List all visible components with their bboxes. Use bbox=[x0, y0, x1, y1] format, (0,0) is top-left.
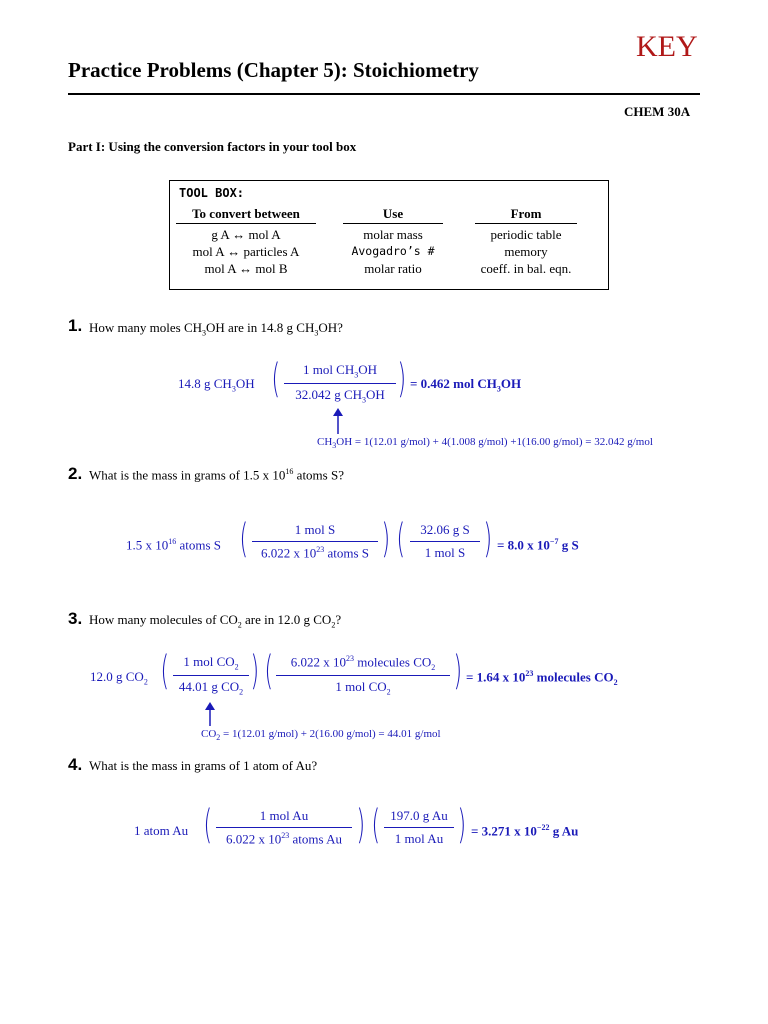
toolbox-cell: mol A ↔ particles A bbox=[192, 244, 300, 259]
conversion-factor bbox=[216, 808, 352, 847]
toolbox-cell: memory bbox=[504, 244, 548, 259]
factor-denominator: 1 mol S bbox=[424, 545, 466, 560]
given-quantity: 1.5 x $10^{16}$ atoms S bbox=[126, 537, 222, 553]
answer: = 8.0 x $10^{-7}$ g S bbox=[497, 537, 579, 553]
answer: = 0.462 mol $CH_3OH$ bbox=[410, 376, 522, 394]
right-paren: ) bbox=[457, 802, 467, 848]
toolbox-column-convert bbox=[176, 205, 316, 277]
toolbox-header: To convert between bbox=[176, 205, 316, 224]
left-paren: ( bbox=[371, 802, 381, 848]
factor-denominator: 1 mol Au bbox=[394, 831, 444, 846]
conversion-factor bbox=[173, 654, 249, 696]
left-paren: ( bbox=[264, 648, 274, 694]
toolbox-cell: periodic table bbox=[490, 227, 562, 242]
course-code: CHEM 30A bbox=[624, 104, 691, 119]
given-quantity: 1 atom Au bbox=[134, 823, 189, 838]
factor-numerator: 1 mol S bbox=[294, 522, 336, 537]
right-paren: ) bbox=[453, 648, 463, 694]
page-title: Practice Problems (Chapter 5): Stoichiometry bbox=[68, 58, 479, 82]
right-paren: ) bbox=[483, 516, 493, 562]
left-paren: ( bbox=[239, 516, 249, 562]
toolbox-cell: molar ratio bbox=[364, 261, 422, 276]
toolbox-cell: Avogadro’s # bbox=[351, 244, 435, 258]
molar-mass-note: $CO_2 = 1(12.01$ g/mol) + 2(16.00 g/mol) = 44.01 g/mol bbox=[201, 728, 441, 743]
title-rule bbox=[68, 93, 700, 95]
toolbox-cell: molar mass bbox=[363, 227, 423, 242]
question-text: What is the mass in grams of 1 atom of Au? bbox=[89, 758, 318, 773]
tool-box-title: TOOL BOX: bbox=[179, 186, 245, 200]
conversion-factor bbox=[252, 522, 378, 561]
toolbox-header: From bbox=[475, 205, 577, 224]
factor-denominator: 6.022 x $10^{23}$ atoms Au bbox=[226, 831, 342, 847]
conversion-factor bbox=[284, 362, 396, 404]
given-quantity: 12.0 g $CO_2$ bbox=[90, 669, 148, 687]
toolbox-header: Use bbox=[343, 205, 443, 224]
left-paren: ( bbox=[203, 802, 213, 848]
right-paren: ) bbox=[356, 802, 366, 848]
given-quantity: 14.8 g $CH_3OH$ bbox=[178, 376, 255, 394]
key-label: KEY bbox=[636, 30, 698, 63]
conversion-factor bbox=[410, 522, 480, 561]
conversion-factor bbox=[384, 808, 454, 847]
right-paren: ) bbox=[381, 516, 391, 562]
toolbox-column-from bbox=[475, 205, 577, 277]
factor-numerator: 197.0 g Au bbox=[390, 808, 448, 823]
question-text: How many moles $CH_3OH$ are in 14.8 g $CH_3OH$? bbox=[89, 320, 343, 338]
factor-numerator: 1 mol Au bbox=[259, 808, 309, 823]
answer: = 1.64 x $10^{23}$ molecules $CO_2$ bbox=[466, 669, 618, 687]
right-paren: ) bbox=[250, 648, 260, 694]
factor-numerator: 6.022 x $10^{23}$ molecules $CO_2$ bbox=[290, 654, 436, 672]
question-number: 1. bbox=[68, 316, 83, 335]
question-number: 2. bbox=[68, 464, 83, 483]
question-number: 4. bbox=[68, 755, 83, 774]
factor-denominator: 44.01 g $CO_2$ bbox=[178, 678, 244, 697]
toolbox-cell: g A ↔ mol A bbox=[211, 227, 281, 242]
left-paren: ( bbox=[396, 516, 406, 562]
question-number: 3. bbox=[68, 609, 83, 628]
answer: = 3.271 x $10^{-22}$ g Au bbox=[471, 823, 579, 839]
factor-denominator: 6.022 x $10^{23}$ atoms S bbox=[260, 545, 370, 561]
question-text: What is the mass in grams of 1.5 x $10^{16}$ atoms S? bbox=[89, 467, 344, 483]
toolbox-cell: mol A ↔ mol B bbox=[204, 261, 288, 276]
question-text: How many molecules of $CO_2$ are in 12.0 g $CO_2$? bbox=[89, 612, 342, 630]
part-heading: Part I: Using the conversion factors in your tool box bbox=[68, 139, 357, 154]
molar-mass-note: $CH_3OH = 1(12.01$ g/mol) + 4(1.008 g/mol) +1(16.00 g/mol) = 32.042 g/mol bbox=[317, 436, 653, 451]
factor-numerator: 1 mol $CO_2$ bbox=[183, 654, 239, 672]
left-paren: ( bbox=[271, 356, 281, 402]
factor-numerator: 32.06 g S bbox=[420, 522, 470, 537]
factor-denominator: 1 mol $CO_2$ bbox=[335, 678, 391, 697]
toolbox-cell: coeff. in bal. eqn. bbox=[480, 261, 572, 276]
factor-numerator: 1 mol $CH_3OH$ bbox=[302, 362, 378, 380]
tool-box bbox=[169, 180, 609, 290]
arrow-up-icon bbox=[204, 702, 216, 726]
toolbox-column-use bbox=[343, 205, 443, 277]
conversion-factor bbox=[276, 654, 450, 697]
factor-denominator: 32.042 g $CH_3OH$ bbox=[295, 386, 385, 405]
right-paren: ) bbox=[397, 356, 407, 402]
arrow-up-icon bbox=[332, 408, 344, 434]
left-paren: ( bbox=[160, 648, 170, 694]
